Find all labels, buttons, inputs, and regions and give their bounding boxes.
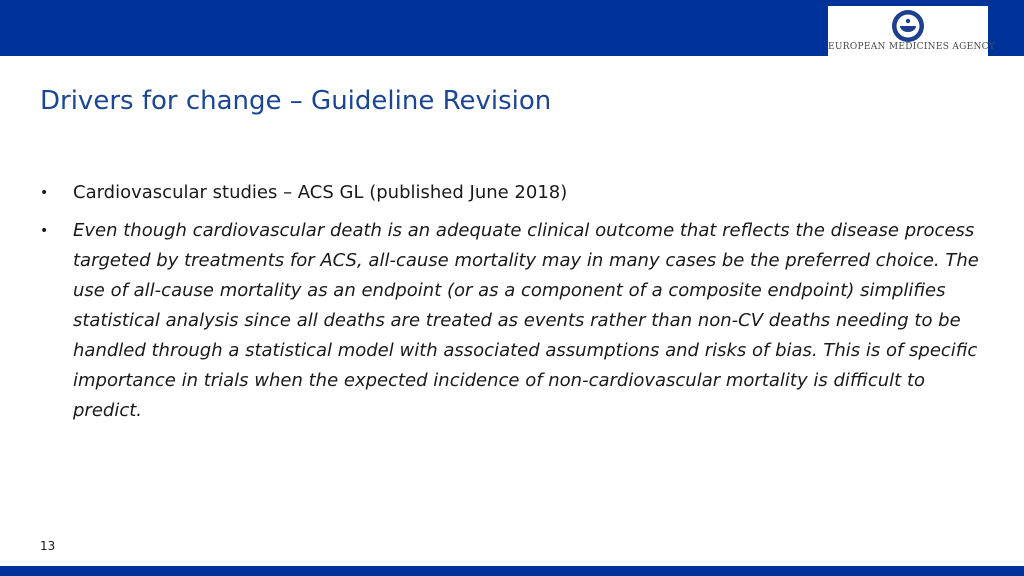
bullet-marker: • [40, 223, 49, 239]
logo-text: EUROPEAN MEDICINES AGENCY [828, 42, 996, 52]
page-number: 13 [40, 539, 56, 553]
bullet-item [40, 216, 990, 426]
bullet-item [40, 178, 990, 208]
bullet-marker: • [40, 185, 49, 201]
footer-band [0, 566, 1024, 576]
slide-title: Drivers for change – Guideline Revision [40, 86, 552, 116]
ema-logo [828, 6, 996, 58]
bullet-list [40, 178, 990, 426]
bullet-text-quote: Even though cardiovascular death is an adequate clinical outcome that reflects the disease process targeted by treatments for ACS, all-cause mortality may in many cases be the preferred choice. The use of all-cause mortality as an endpoint (or as a component of a composite endpoint) simplifies statistical analysis since all deaths are treated as events rather than non-CV deaths needing to be handled through a statistical model with associated assumptions and risks of bias. This is of specific importance in trials when the expected incidence of non-cardiovascular mortality is difficult to predict. [73, 220, 979, 421]
bullet-text: Cardiovascular studies – ACS GL (published June 2018) [73, 182, 568, 203]
ema-logo-icon [891, 9, 925, 43]
